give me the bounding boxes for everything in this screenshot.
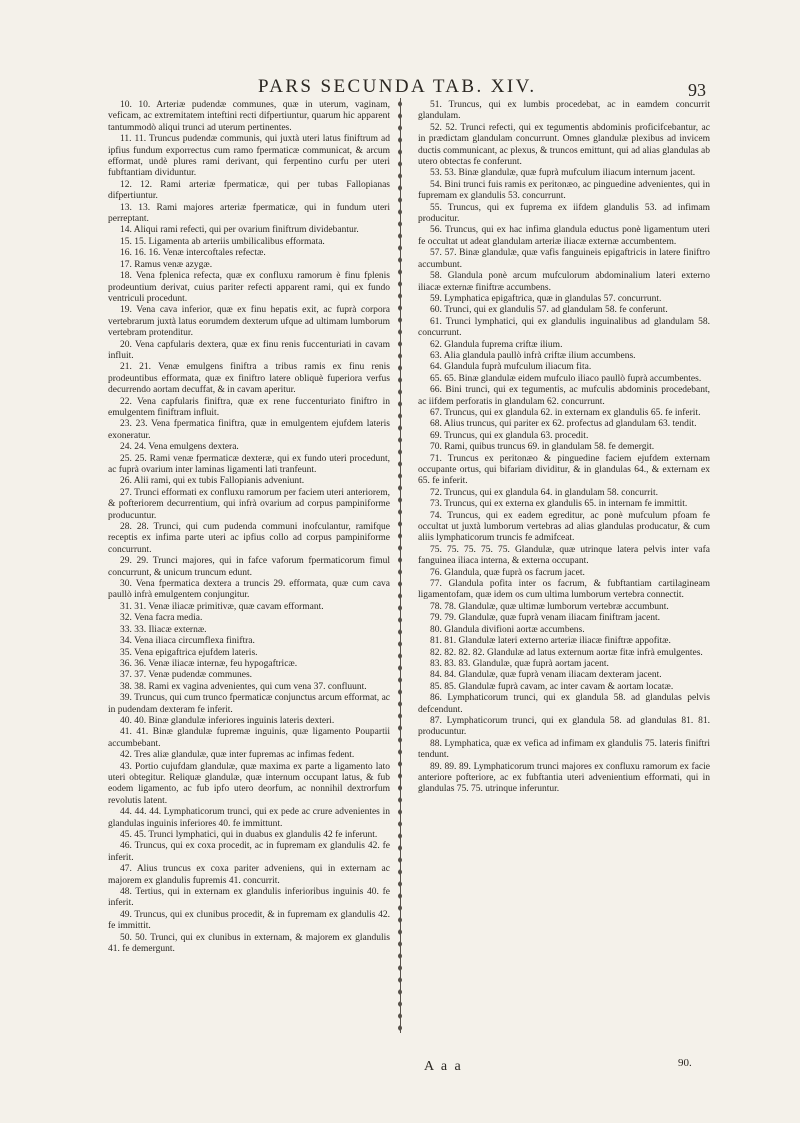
legend-entry: 19. Vena cava inferior, quæ ex finu hepatis exit, ac fuprà corpora vertebrarum juxtà latus eorumdem dexterum ufque ad ultimam lumborum vertebram protenditur. — [108, 305, 390, 339]
legend-entry: 63. Alia glandula paullò infrà criftæ ilium accumbens. — [430, 350, 636, 361]
legend-entry: 36. 36. Venæ iliacæ internæ, feu hypogaftricæ. — [120, 658, 298, 669]
column-divider — [394, 98, 406, 1033]
legend-entry: 37. 37. Venæ pudendæ communes. — [120, 670, 253, 681]
legend-entry: 71. Truncus ex peritonæo & pinguedine faciem ejufdem externam occupante ortus, qui bifariam dividitur, & in glandulas 64., & externam ex 65. fe inferit. — [418, 453, 710, 487]
legend-entry: 34. Vena iliaca circumflexa finiftra. — [120, 636, 255, 647]
legend-entry: 48. Tertius, qui in externam ex glandulis inferioribus inguinis 40. fe inferit. — [108, 887, 390, 909]
legend-entry: 23. 23. Vena fpermatica finiftra, quæ in emulgentem ejufdem lateris exoneratur. — [108, 419, 390, 441]
legend-entry: 21. 21. Venæ emulgens finiftra a tribus ramis ex finu renis prodeuntibus efformata, quæ ex finiftro latere obliquè fuperiora verfus decurrendo aortam decuffat, & in cavam aperitur. — [108, 362, 390, 396]
legend-entry: 50. 50. Trunci, qui ex clunibus in externam, & majorem ex glandulis 41. fe demergunt. — [108, 932, 390, 955]
legend-entry: 22. Vena capfularis finiftra, quæ ex rene fuccenturiato finiftro in emulgentem finiftram influit. — [108, 396, 390, 418]
legend-entry: 11. 11. Truncus pudendæ communis, qui juxtà uteri latus finiftrum ad ipfius fundum exporrectus cum ramo fpermaticæ communicat, & arcum efformat, undè plures rami derivant, qui ferpentino curfu per uteri fubftantiam dividuntur. — [108, 134, 390, 179]
right-column — [418, 100, 710, 796]
legend-entry: 79. 79. Glandulæ, quæ fuprà venam iliacam finiftram jacent. — [430, 613, 661, 624]
legend-entry: 60. Trunci, qui ex glandulis 57. ad glandulam 58. fe conferunt. — [430, 305, 668, 316]
legend-entry: 33. 33. Iliacæ externæ. — [120, 624, 207, 635]
legend-entry: 47. Alius truncus ex coxa pariter adveniens, qui in externam ac majorem ex glandulis fupremis 41. concurrit. — [108, 864, 390, 886]
legend-entry: 78. 78. Glandulæ, quæ ultimæ lumborum vertebræ accumbunt. — [430, 601, 669, 612]
legend-entry: 29. 29. Trunci majores, qui in fafce vaforum fpermaticorum fimul concurrunt, & unicum truncum edunt. — [108, 556, 390, 578]
legend-entry: 69. Truncus, qui ex glandula 63. procedit. — [430, 430, 589, 441]
legend-entry: 39. Truncus, qui cum trunco fpermaticæ conjunctus arcum efformat, ac in pudendam dexteram fe inferit. — [108, 693, 390, 715]
legend-entry: 44. 44. 44. Lymphaticorum trunci, qui ex pede ac crure advenientes in glandulas inguinis inferiores 40. fe immittunt. — [108, 807, 390, 829]
legend-entry: 82. 82. 82. 82. Glandulæ ad latus externum aortæ fitæ infrà emulgentes. — [430, 647, 703, 658]
legend-entry: 12. 12. Rami arteriæ fpermaticæ, qui per tubas Fallopianas difpertiuntur. — [108, 179, 390, 202]
legend-entry: 59. Lymphatica epigaftrica, quæ in glandulas 57. concurrunt. — [430, 293, 662, 304]
legend-entry: 30. Vena fpermatica dextera a truncis 29. efformata, quæ cum cava paullò infrà emulgentem conjungitur. — [108, 579, 390, 601]
legend-entry: 43. Portio cujufdam glandulæ, quæ maxima ex parte a ligamento lato uteri obtegitur. Reliquæ glandulæ, quæ internum occupant latus, & fub eodem ligamento, ac fub ipfo utero deorfum, ac nonnihil dextrorfum revolutis latent. — [108, 761, 390, 806]
legend-entry: 18. Vena fplenica refecta, quæ ex confluxu ramorum è finu fplenis prodeuntium derivat, cuius pariter refecti apparent rami, qui ex fundo ventriculi procedunt. — [108, 271, 390, 304]
legend-entry: 51. Truncus, qui ex lumbis procedebat, ac in eamdem concurrit glandulam. — [418, 100, 710, 122]
legend-entry: 15. 15. Ligamenta ab arteriis umbilicalibus efformata. — [120, 236, 325, 247]
legend-entry: 65. 65. Binæ glandulæ eidem mufculo iliaco paullò fuprà accumbentes. — [430, 373, 702, 384]
legend-entry: 85. 85. Glandulæ fuprà cavam, ac inter cavam & aortam locatæ. — [430, 681, 674, 692]
legend-entry: 80. Glandula divifioni aortæ accumbens. — [430, 624, 585, 635]
legend-entry: 49. Truncus, qui ex clunibus procedit, & in fupremam ex glandulis 42. fe immittit. — [108, 909, 390, 932]
legend-entry: 57. 57. Binæ glandulæ, quæ vafis fanguineis epigaftricis in latere finiftro accumbunt. — [418, 248, 710, 270]
legend-entry: 75. 75. 75. 75. 75. Glandulæ, quæ utrinque latera pelvis inter vafa fanguinea iliaca interna, & externa occupant. — [418, 544, 710, 567]
legend-entry: 38. 38. Rami ex vagina advenientes, qui cum vena 37. confluunt. — [120, 681, 367, 692]
legend-entry: 17. Ramus venæ azygæ. — [120, 259, 213, 270]
legend-entry: 26. Alii rami, qui ex tubis Fallopianis adveniunt. — [120, 476, 305, 487]
legend-entry: 87. Lymphaticorum trunci, qui ex glandula 58. ad glandulas 81. 81. producuntur. — [418, 715, 710, 738]
legend-entry: 52. 52. Trunci refecti, qui ex tegumentis abdominis proficifcebantur, ac in prædictam glandulam concurrunt. Omnes glandulæ plexibus ad invicem ductis communicant, ac plexus, & truncos emittunt, qui ad alias glandulas ab utero obtectas fe conferunt. — [418, 122, 710, 168]
signature-mark: A a a — [424, 1059, 463, 1074]
legend-entry: 66. Bini trunci, qui ex tegumentis, ac mufculis abdominis procedebant, ac iifdem perforatis in glandulam 62. concurrunt. — [418, 385, 710, 407]
legend-entry: 42. Tres aliæ glandulæ, quæ inter fupremas ac infimas fedent. — [120, 750, 355, 761]
legend-entry: 55. Truncus, qui ex fuprema ex iifdem glandulis 53. ad infimam producitur. — [418, 202, 710, 225]
left-column — [108, 100, 390, 955]
legend-entry: 53. 53. Binæ glandulæ, quæ fuprà mufculum iliacum internum jacent. — [430, 168, 696, 179]
legend-entry: 24. 24. Vena emulgens dextera. — [120, 442, 239, 453]
running-title: PARS SECUNDA TAB. XIV. — [258, 76, 537, 97]
legend-entry: 20. Vena capfularis dextera, quæ ex finu renis fuccenturiati in cavam influit. — [108, 339, 390, 361]
legend-entry: 74. Truncus, qui ex eadem egreditur, ac ponè mufculum pfoam fe occultat ut juxtà lumborum vertebras ad alias glandulas producatur, & cum aliis lymphaticorum truncis fe admifceat. — [418, 510, 710, 544]
catchword: 90. — [678, 1057, 692, 1069]
legend-entry: 77. Glandula pofita inter os facrum, & fubftantiam cartilagineam ligamentofam, quæ idem os cum ultima lumborum vertebra connectit. — [418, 579, 710, 601]
legend-entry: 56. Truncus, qui ex hac infima glandula eductus ponè ligamentum uteri fe occultat ut adeat glandulam arteriæ iliacæ externæ accumbentem. — [418, 225, 710, 247]
legend-entry: 64. Glandula fuprà mufculum iliacum fita. — [430, 362, 592, 373]
legend-entry: 84. 84. Glandulæ, quæ fuprà venam iliacam dexteram jacent. — [430, 670, 662, 681]
legend-entry: 45. 45. Trunci lymphatici, qui in duabus ex glandulis 42 fe inferunt. — [120, 830, 378, 840]
legend-entry: 28. 28. Trunci, qui cum pudenda communi inofculantur, ramifque receptis ex infima parte uteri ac ipfius collo ad corpus pampiniforme concurrunt. — [108, 522, 390, 555]
legend-entry: 31. 31. Venæ iliacæ primitivæ, quæ cavam efformant. — [120, 601, 324, 612]
legend-entry: 41. 41. Binæ glandulæ fupremæ inguinis, quæ ligamento Poupartii accumbebant. — [108, 727, 390, 749]
legend-entry: 13. 13. Rami majores arteriæ fpermaticæ, qui in fundum uteri perreptant. — [108, 202, 390, 225]
legend-entry: 32. Vena facra media. — [120, 613, 203, 624]
legend-entry: 40. 40. Binæ glandulæ inferiores inguinis lateris dexteri. — [120, 715, 335, 726]
legend-entry: 46. Truncus, qui ex coxa procedit, ac in fupremam ex glandulis 42. fe inferit. — [108, 841, 390, 863]
legend-entry: 89. 89. 89. Lymphaticorum trunci majores ex confluxu ramorum ex facie anteriore pofteriore, ac ex fubftantia uteri advenientium efformati, qui in glandulas 75. 75. utrinque inferuntur. — [418, 761, 710, 795]
legend-entry: 68. Alius truncus, qui pariter ex 62. profectus ad glandulam 63. tendit. — [430, 419, 697, 430]
legend-entry: 16. 16. 16. Venæ intercoftales refectæ. — [120, 248, 266, 259]
legend-entry: 83. 83. 83. Glandulæ, quæ fuprà aortam jacent. — [430, 658, 609, 669]
page-number: 93 — [688, 80, 706, 100]
legend-entry: 27. Trunci efformati ex confluxu ramorum per faciem uteri anteriorem, & pofteriorem decurrentium, qui infrà ovarium ad corpus pampiniforme producuntur. — [108, 487, 390, 521]
legend-entry: 14. Aliqui rami refecti, qui per ovarium finiftrum dividebantur. — [120, 225, 359, 236]
legend-entry: 70. Rami, quibus truncus 69. in glandulam 58. fe demergit. — [430, 442, 655, 453]
legend-entry: 58. Glandula ponè arcum mufculorum abdominalium lateri externo iliacæ externæ finiftræ accumbens. — [418, 271, 710, 293]
legend-entry: 25. 25. Rami venæ fpermaticæ dexteræ, qui ex fundo uteri procedunt, ac fuprà ovarium inter laminas ligamenti lati tranfeunt. — [108, 453, 390, 475]
legend-entry: 10. 10. Arteriæ pudendæ communes, quæ in uterum, vaginam, veficam, ac extremitatem inteftini recti difpertiuntur, quarum hic apparent tantummodò aliqui trunci ad uterum pertinentes. — [108, 100, 390, 133]
legend-entry: 76. Glandula, quæ fuprà os facrum jacet. — [430, 567, 585, 578]
legend-entry: 35. Vena epigaftrica ejufdem lateris. — [120, 647, 258, 658]
legend-entry: 86. Lymphaticorum trunci, qui ex glandula 58. ad glandulas pelvis defcendunt. — [418, 693, 710, 715]
legend-entry: 81. 81. Glandulæ lateri externo arteriæ iliacæ finiftræ appofitæ. — [430, 636, 671, 647]
legend-entry: 54. Bini trunci fuis ramis ex peritonæo, ac pinguedine advenientes, qui in fupremam ex glandulis 53. concurrunt. — [418, 179, 710, 202]
legend-entry: 72. Truncus, qui ex glandula 64. in glandulam 58. concurrit. — [430, 487, 658, 498]
legend-entry: 62. Glandula fuprema criftæ ilium. — [430, 339, 563, 350]
legend-entry: 73. Truncus, qui ex externa ex glandulis 65. in internam fe immittit. — [430, 499, 688, 510]
legend-entry: 61. Trunci lymphatici, qui ex glandulis inguinalibus ad glandulam 58. concurrunt. — [418, 316, 710, 339]
legend-entry: 67. Truncus, qui ex glandula 62. in externam ex glandulis 65. fe inferit. — [430, 407, 701, 418]
legend-entry: 88. Lymphatica, quæ ex vefica ad infimam ex glandulis 75. lateris finiftri tendunt. — [418, 738, 710, 761]
